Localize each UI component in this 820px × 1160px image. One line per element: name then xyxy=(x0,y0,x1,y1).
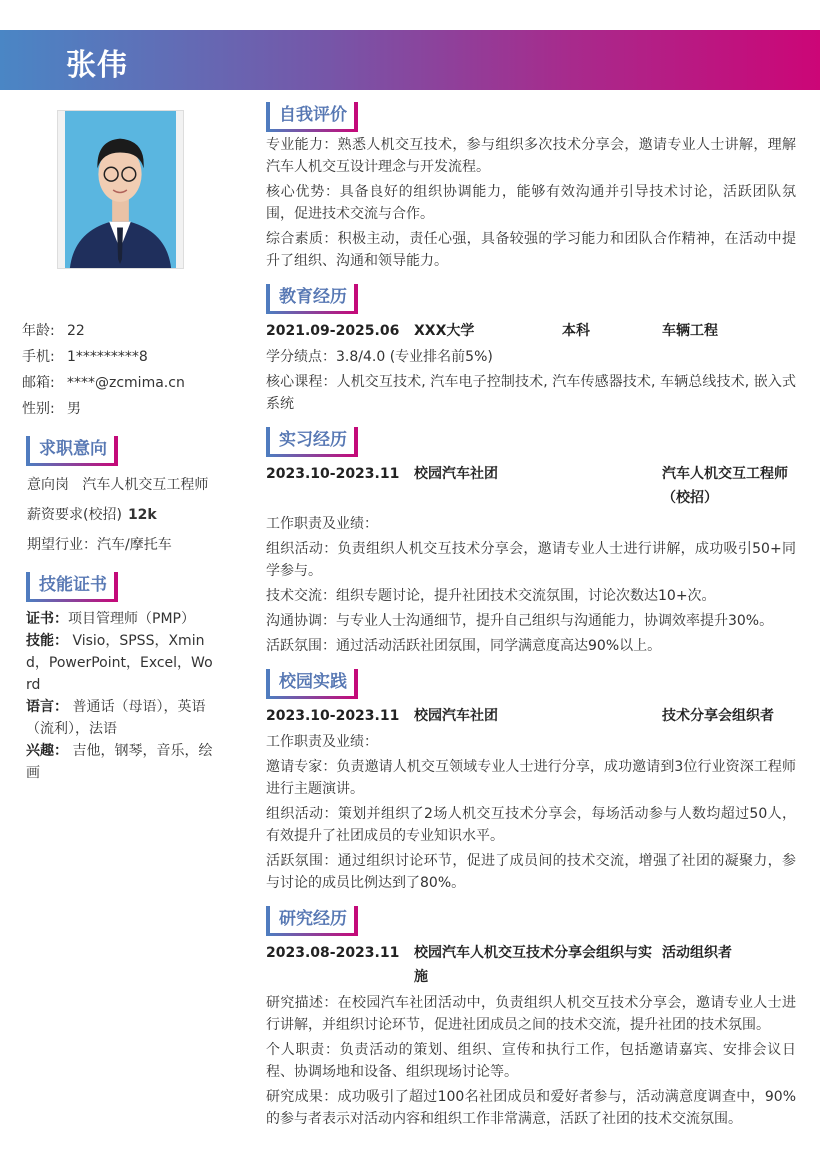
campus-practice-section xyxy=(266,669,796,894)
self-evaluation-section xyxy=(266,102,796,272)
section-heading: 教育经历 xyxy=(266,284,358,314)
paragraph: 核心优势：具备良好的组织协调能力，能够有效沟通并引导技术讨论，活跃团队氛围，促进技术交流与合作。 xyxy=(266,184,796,222)
info-age xyxy=(22,318,217,344)
organization: 校园汽车社团 xyxy=(414,466,498,482)
skill-label: 语言： xyxy=(26,699,68,715)
education-section xyxy=(266,284,796,415)
position-label: 意向岗 xyxy=(27,477,69,493)
skills-section xyxy=(26,572,217,784)
paragraph: 个人职责：负责活动的策划、组织、宣传和执行工作，包括邀请嘉宾、安排会议日程、协调场地和设备、组织现场讨论等。 xyxy=(266,1042,796,1080)
paragraph: 技术交流：组织专题讨论，提升社团技术交流氛围，讨论次数达10+次。 xyxy=(266,588,716,604)
research-section xyxy=(266,906,796,1130)
skill-value: 普通话（母语），英语（流利），法语 xyxy=(26,699,206,737)
section-heading: 技能证书 xyxy=(26,572,118,602)
info-value: ****@zcmima.cn xyxy=(67,375,185,391)
paragraph: 综合素质：积极主动，责任心强，具备较强的学习能力和团队合作精神，在活动中提升了组织、沟通和领导能力。 xyxy=(266,231,796,269)
date: 2021.09-2025.06 xyxy=(266,323,400,339)
skills-list xyxy=(26,608,214,784)
salary-label: 薪资要求(校招) xyxy=(27,507,122,523)
paragraph: 组织活动：负责组织人机交互技术分享会，邀请专业人士进行讲解，成功吸引50+同学参与。 xyxy=(266,541,796,579)
paragraph: 邀请专家：负责邀请人机交互领域专业人士进行分享，成功邀请到3位行业资深工程师进行主题演讲。 xyxy=(266,759,796,797)
section-heading: 自我评价 xyxy=(266,102,358,132)
internship-row xyxy=(266,462,796,510)
skill-language xyxy=(26,696,214,740)
profile-photo xyxy=(57,110,184,269)
main-content xyxy=(266,102,796,1142)
paragraph: 核心课程：人机交互技术, 汽车电子控制技术, 汽车传感器技术, 车辆总线技术, 嵌入式系统 xyxy=(266,374,796,412)
paragraph: 学分绩点：3.8/4.0 (专业排名前5%) xyxy=(266,349,493,365)
intent-position xyxy=(27,470,217,500)
skill-cert xyxy=(26,608,214,630)
intent-industry: 期望行业：汽车/摩托车 xyxy=(27,537,172,553)
section-heading: 校园实践 xyxy=(266,669,358,699)
major: 车辆工程 xyxy=(662,323,718,339)
paragraph: 活跃氛围：通过活动活跃社团氛围，同学满意度高达90%以上。 xyxy=(266,638,662,654)
campus-row xyxy=(266,704,796,728)
info-phone xyxy=(22,344,217,370)
paragraph: 组织活动：策划并组织了2场人机交互技术分享会，每场活动参与人数均超过50人，有效提升了社团成员的专业知识水平。 xyxy=(266,806,796,844)
paragraph: 专业能力：熟悉人机交互技术，参与组织多次技术分享会，邀请专业人士讲解，理解汽车人机交互设计理念与开发流程。 xyxy=(266,137,796,175)
intent-list xyxy=(26,470,217,560)
section-heading: 研究经历 xyxy=(266,906,358,936)
paragraph: 工作职责及业绩： xyxy=(266,516,378,532)
research-row xyxy=(266,941,796,989)
date: 2023.10-2023.11 xyxy=(266,708,400,724)
skill-tools xyxy=(26,630,214,696)
info-value: 男 xyxy=(67,401,81,417)
info-label: 性别: xyxy=(22,401,55,417)
info-email xyxy=(22,370,217,396)
skill-value: 吉他，钢琴，音乐，绘画 xyxy=(26,743,213,781)
skill-value: Visio，SPSS，Xmind，PowerPoint，Excel，Word xyxy=(26,633,213,693)
candidate-name: 张伟 xyxy=(66,48,128,83)
portrait-image xyxy=(65,111,176,268)
info-label: 年龄: xyxy=(22,323,55,339)
degree: 本科 xyxy=(562,323,590,339)
organization: 校园汽车社团 xyxy=(414,708,498,724)
skill-hobby xyxy=(26,740,214,784)
info-label: 邮箱: xyxy=(22,375,55,391)
skill-label: 兴趣： xyxy=(26,743,68,759)
info-label: 手机: xyxy=(22,349,55,365)
header-banner xyxy=(0,30,820,90)
info-gender xyxy=(22,396,217,422)
section-heading: 实习经历 xyxy=(266,427,358,457)
personal-info xyxy=(22,318,217,422)
school: XXX大学 xyxy=(414,323,475,339)
salary-value: 12k xyxy=(127,507,157,523)
role: 汽车人机交互工程师（校招） xyxy=(662,466,788,506)
skill-value: 项目管理师（PMP） xyxy=(68,611,195,627)
section-heading: 求职意向 xyxy=(26,436,118,466)
skill-label: 证书： xyxy=(26,611,68,627)
sidebar xyxy=(22,318,217,784)
education-row xyxy=(266,319,796,343)
skill-label: 技能： xyxy=(26,633,68,649)
paragraph: 研究描述：在校园汽车社团活动中，负责组织人机交互技术分享会，邀请专业人士进行讲解，并组织讨论环节，促进社团成员之间的技术交流，提升社团的技术氛围。 xyxy=(266,995,796,1033)
project: 校园汽车人机交互技术分享会组织与实施 xyxy=(414,945,652,985)
paragraph: 工作职责及业绩： xyxy=(266,734,378,750)
info-value: 1*********8 xyxy=(67,349,148,365)
intent-section xyxy=(26,436,217,560)
internship-section xyxy=(266,427,796,657)
info-value: 22 xyxy=(67,323,85,339)
role: 技术分享会组织者 xyxy=(662,708,774,724)
position-value: 汽车人机交互工程师 xyxy=(82,477,209,493)
date: 2023.10-2023.11 xyxy=(266,466,400,482)
date: 2023.08-2023.11 xyxy=(266,945,400,961)
paragraph: 活跃氛围：通过组织讨论环节，促进了成员间的技术交流，增强了社团的凝聚力，参与讨论的成员比例达到了80%。 xyxy=(266,853,796,891)
paragraph: 沟通协调：与专业人士沟通细节，提升自己组织与沟通能力，协调效率提升30%。 xyxy=(266,613,774,629)
paragraph: 研究成果：成功吸引了超过100名社团成员和爱好者参与，活动满意度调查中，90%的参与者表示对活动内容和组织工作非常满意，活跃了社团的技术交流氛围。 xyxy=(266,1089,796,1127)
intent-salary xyxy=(27,500,217,530)
role: 活动组织者 xyxy=(662,945,732,961)
